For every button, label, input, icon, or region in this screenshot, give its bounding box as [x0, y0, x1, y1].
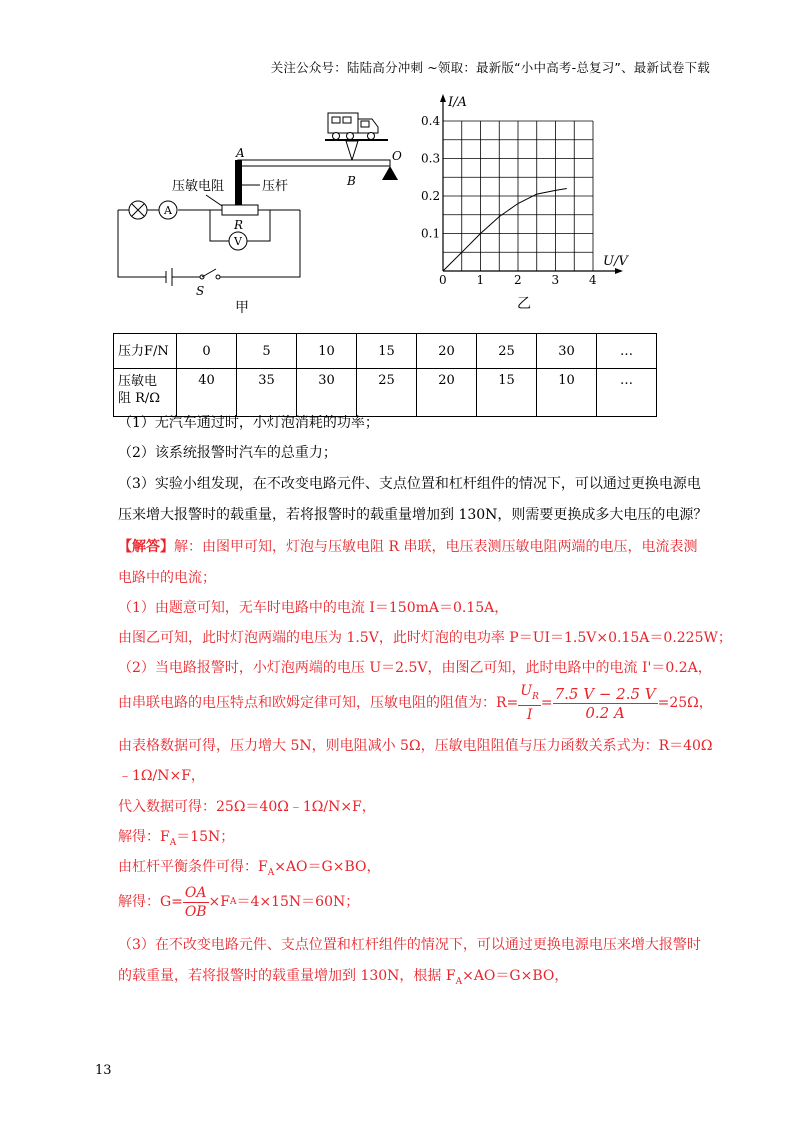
y-tick-label: 0.1 — [421, 226, 441, 241]
ammeter-label: A — [164, 204, 172, 217]
table-cell: 30 — [537, 334, 597, 369]
subscript: A — [169, 837, 177, 848]
label-O: O — [392, 149, 402, 163]
fraction-ur-over-i — [518, 682, 541, 725]
answer-text: 解：由图甲可知，灯泡与压敏电阻 R 串联，电压表测压敏电阻两端的电压，电流表测 — [174, 539, 698, 555]
answer-text: 由杠杆平衡条件可得：F — [118, 859, 268, 875]
frac-numerator: OA — [184, 884, 207, 901]
table-cell: 20 — [417, 334, 477, 369]
subscript: A — [267, 867, 275, 878]
table-cell: 0 — [177, 334, 237, 369]
answer-line-6 — [118, 681, 713, 725]
answer-line-8: ﹣1Ω/N×F， — [118, 768, 205, 784]
fraction-oa-over-ob — [183, 884, 209, 921]
answer-line-12 — [118, 880, 359, 924]
answer-text: 由串联电路的电压特点和欧姆定律可知，压敏电阻的阻值为：R= — [118, 695, 519, 711]
y-axis-label: I/A — [448, 95, 467, 110]
table-cell: 10 — [297, 334, 357, 369]
answer-text: = — [540, 695, 553, 711]
frac-denominator: OB — [184, 903, 207, 920]
answer-text: ×F — [208, 894, 230, 910]
table-cell: 35 — [237, 369, 297, 417]
answer-text: ＝4×15N＝60N； — [236, 894, 360, 910]
y-tick-label: 0.2 — [421, 189, 441, 203]
truck-icon — [325, 113, 388, 160]
label-sensor: 压敏电阻 — [172, 179, 225, 194]
answer-line-5: （2）当电路报警时，小灯泡两端的电压 U＝2.5V，由图乙可知，此时电路中的电流 I'＝0.2A， — [118, 660, 712, 676]
frac-subscript: R — [532, 691, 539, 702]
voltmeter-label: V — [234, 235, 242, 248]
table-cell: 20 — [417, 369, 477, 417]
frac-numerator: 7.5 V − 2.5 V — [554, 684, 656, 703]
answer-text: =25Ω， — [657, 695, 713, 711]
page-number: 13 — [95, 1063, 112, 1078]
iu-graph — [415, 88, 645, 313]
frac-denominator: I — [526, 707, 533, 724]
label-rod: 压杆 — [262, 179, 289, 194]
table-row — [114, 369, 657, 417]
answer-line-11 — [118, 857, 380, 883]
answer-line-1 — [118, 537, 697, 557]
answer-line-13: （3）在不改变电路元件、支点位置和杠杆组件的情况下，可以通过更换电源电压来增大报警时 — [118, 937, 701, 953]
subscript: A — [455, 976, 463, 987]
row-head-line2: 阻 R/Ω — [118, 391, 161, 406]
answer-text: 的载重量，若将报警时的载重量增加到 130N，根据 F — [118, 968, 456, 984]
label-A: A — [236, 146, 245, 160]
x-tick-label: 3 — [551, 273, 560, 287]
table-cell: 15 — [477, 369, 537, 417]
caption-jia: 甲 — [235, 300, 249, 316]
x-tick-label: 1 — [476, 273, 485, 287]
table-cell: 15 — [357, 334, 417, 369]
table-cell: 5 — [237, 334, 297, 369]
table-cell: … — [597, 369, 657, 417]
table-cell: 30 — [297, 369, 357, 417]
label-R: R — [234, 218, 244, 232]
answer-line-10 — [118, 827, 234, 853]
frac-numerator: U — [520, 682, 533, 699]
y-axis-arrow — [440, 94, 446, 102]
table-cell: 40 — [177, 369, 237, 417]
question-2: （2）该系统报警时汽车的总重力； — [118, 445, 337, 461]
table-row — [114, 334, 657, 369]
pressure-resistance-table — [113, 333, 657, 417]
question-3-line1: （3）实验小组发现，在不改变电路元件、支点位置和杠杆组件的情况下，可以通过更换电源电 — [118, 476, 701, 492]
answer-line-7: 由表格数据可得，压力增大 5N，则电阻减小 5Ω，压敏电阻阻值与压力函数关系式为：R＝40Ω — [118, 738, 713, 754]
question-3-line2: 压来增大报警时的载重量，若将报警时的载重量增加到 130N，则需要更换成多大电压的电源？ — [118, 507, 708, 523]
label-B: B — [347, 174, 356, 188]
subscript: A — [229, 897, 237, 907]
x-axis-label: U/V — [603, 254, 628, 269]
answer-line-3: （1）由题意可知，无车时电路中的电流 I＝150mA＝0.15A， — [118, 600, 509, 616]
table-cell: 10 — [537, 369, 597, 417]
row-head-resistance — [114, 369, 177, 417]
table-cell: 25 — [477, 334, 537, 369]
label-S: S — [196, 284, 205, 298]
row-head-force: 压力F/N — [114, 334, 177, 369]
y-tick-label: 0.4 — [421, 114, 441, 128]
x-tick-label: 2 — [514, 273, 522, 287]
answer-text: ×AO＝G×BO， — [274, 859, 381, 875]
table-cell: … — [597, 334, 657, 369]
fraction-voltage-over-current — [553, 685, 658, 722]
page-header: 关注公众号：陆陆高分冲刺 ~领取：最新版“小中高考-总复习”、最新试卷下载 — [270, 60, 710, 75]
row-head-line1: 压敏电 — [118, 374, 158, 389]
y-tick-label: 0.3 — [421, 151, 441, 166]
circuit-diagram — [110, 105, 420, 320]
answer-line-4: 由图乙可知，此时灯泡两端的电压为 1.5V，此时灯泡的电功率 P＝UI＝1.5V×0.15A＝0.225W； — [118, 630, 732, 646]
answer-text: ×AO＝G×BO， — [462, 968, 569, 984]
answer-line-9: 代入数据可得：25Ω＝40Ω﹣1Ω/N×F， — [118, 799, 376, 815]
answer-text: 解得：F — [118, 829, 170, 845]
table-cell: 25 — [357, 369, 417, 417]
x-tick-label: 0 — [439, 273, 447, 287]
answer-text: 解得：G= — [118, 894, 183, 910]
answer-tag: 【解答】 — [118, 539, 174, 555]
answer-text: ＝15N； — [176, 829, 235, 845]
caption-yi: 乙 — [517, 296, 531, 312]
frac-denominator: 0.2 A — [585, 703, 625, 722]
answer-line-2: 电路中的电流； — [118, 570, 216, 586]
x-tick-label: 4 — [589, 273, 597, 287]
answer-line-14 — [118, 966, 568, 992]
question-1: （1）无汽车通过时，小灯泡消耗的功率； — [118, 415, 379, 431]
